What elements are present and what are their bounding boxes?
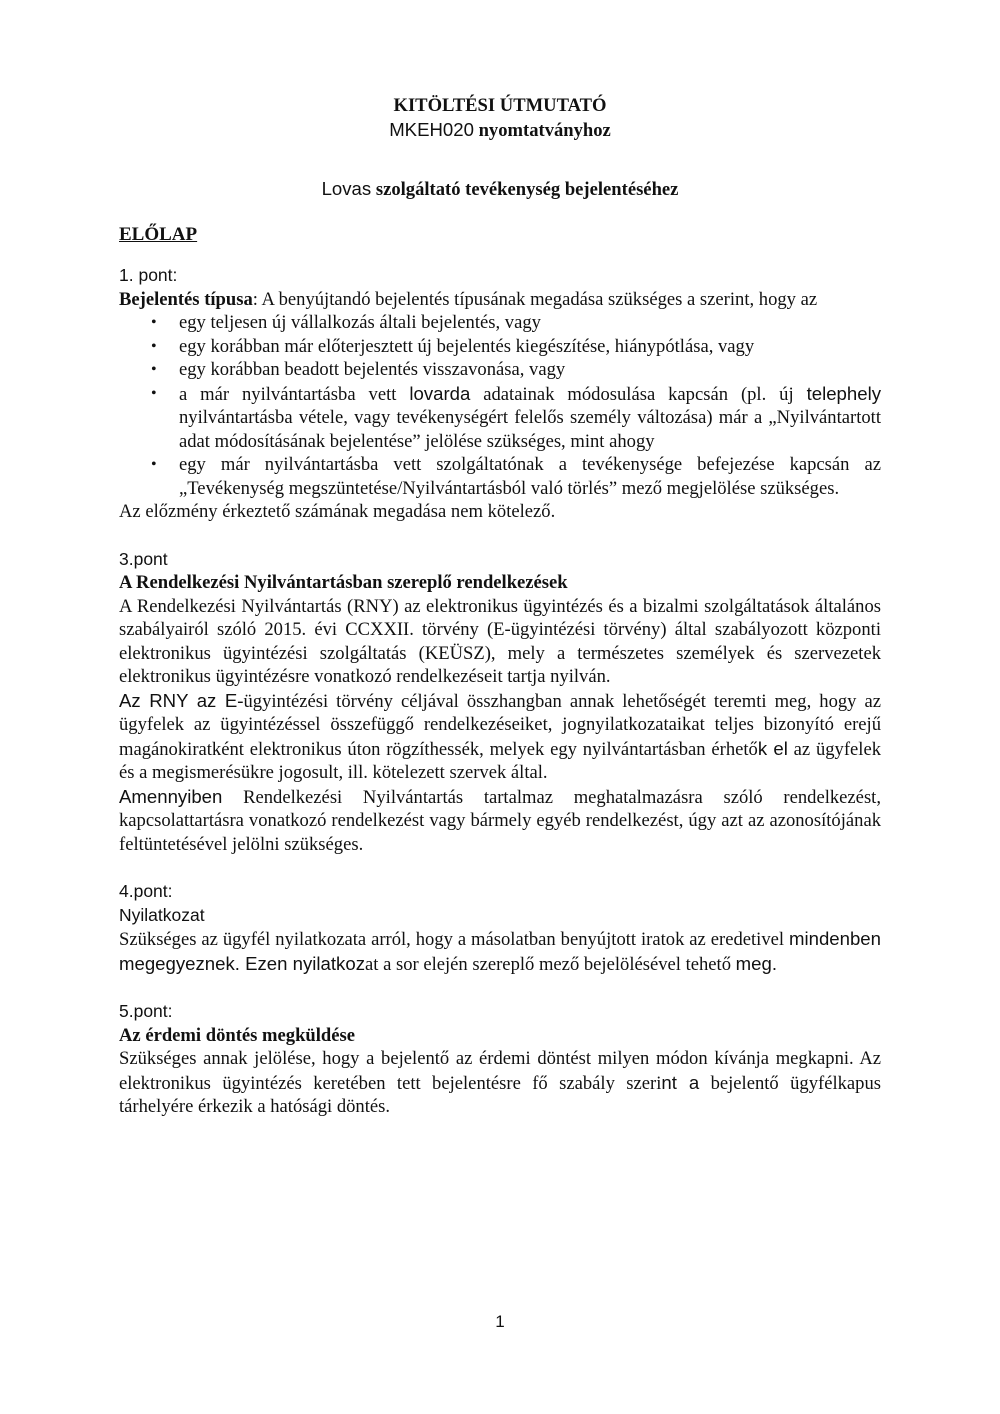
point-3-label: 3.pont: [119, 548, 168, 569]
form-suffix: nyomtatványhoz: [473, 119, 611, 141]
point-5-heading: Az érdemi döntés megküldése: [119, 1024, 356, 1046]
form-code: MKEH020: [389, 118, 474, 140]
section-title-elolap: ELŐLAP: [119, 223, 198, 245]
subject-prefix: Lovas: [321, 178, 372, 199]
list-item: • egy korábban beadott bejelentés visszavonása, vagy: [151, 359, 566, 380]
bullet-icon: •: [151, 314, 157, 331]
point-5-section: [119, 1000, 881, 1119]
point-3-paragraph-3: Amennyiben Rendelkezési Nyilvántartás tartalmaz meghatalmazásra szóló rendelkezést, kapcsolattartásra vonatkozó rendelkezést vagy bármely egyéb rendelkezést, úgy azt az azonosítójának feltüntetésével jelölni szükséges.: [119, 785, 881, 855]
document-subtitle: [119, 118, 881, 143]
list-item: • egy már nyilvántartásba vett szolgáltatónak a tevékenysége befejezése kapcsán az „Tevékenység megszüntetése/Nyilvántartásból való törlés” mező megjelölése szükséges.: [151, 454, 881, 499]
point-5-label: 5.pont:: [119, 1001, 173, 1021]
point-1-label: 1. pont:: [119, 265, 178, 285]
point-1-section: [119, 264, 881, 524]
page-number: 1: [495, 1312, 505, 1331]
point-4-heading: Nyilatkozat: [119, 904, 205, 925]
point-1-bullet-list: [119, 311, 881, 500]
point-1-note: Az előzmény érkeztető számának megadása nem kötelező.: [119, 501, 556, 522]
point-3-paragraph-2: Az RNY az E-ügyintézési törvény céljával összhangban annak lehetőségét teremti meg, hogy az ügyfelek az ügyintézéssel összefüggő rendelkezéseiket, jognyilatkozataikat teljes bizonyító erejű magánokiratként elektronikus úton rögzíthessék, melyek egy nyilvántartásban érhetők el az ügyfelek és a megismerésükre jogosult, ill. kötelezett szervek által.: [119, 689, 881, 783]
point-4-label: 4.pont:: [119, 881, 173, 901]
point-4-section: [119, 880, 881, 976]
point-1-intro-text: : A benyújtandó bejelentés típusának megadása szükséges a szerint, hogy az: [252, 288, 818, 310]
point-1-intro: [119, 288, 881, 312]
bullet-icon: •: [151, 337, 157, 355]
list-item: • egy korábban már előterjesztett új bejelentés kiegészítése, hiánypótlása, vagy: [151, 335, 755, 357]
point-3-section: [119, 548, 881, 857]
point-1-heading: Bejelentés típusa: [119, 288, 253, 310]
subject-rest: szolgáltató tevékenység bejelentéséhez: [371, 179, 679, 200]
list-item: • a már nyilvántartásba vett lovarda adatainak módosulása kapcsán (pl. új telephely nyilvántartásba vétele, vagy tevékenységért felelős személy változása) már a „Nyilvántartott adat módosításának bejelentése” jelölése szükséges, mint ahogy: [151, 382, 881, 452]
bullet-icon: •: [151, 361, 157, 378]
document-title: KITÖLTÉSI ÚTMUTATÓ: [393, 95, 607, 116]
point-3-heading: A Rendelkezési Nyilvántartásban szereplő rendelkezések: [119, 572, 568, 593]
point-5-paragraph: Szükséges annak jelölése, hogy a bejelentő az érdemi döntést milyen módon kívánja megkapni. Az elektronikus ügyintézés keretében tett bejelentésre fő szabály szerint a bejelentő ügyfélkapus tárhelyére érkezik a hatósági döntés.: [119, 1048, 882, 1117]
bullet-icon: •: [151, 456, 157, 473]
document-page: [119, 94, 881, 1119]
point-3-paragraph-1: A Rendelkezési Nyilvántartás (RNY) az elektronikus ügyintézés és a bizalmi szolgáltatások általános szabályairól szóló 2015. évi CCXXII. törvény (E-ügyintézési törvény) által szabályozott központi elektronikus ügyintézési szolgáltatás (KEÜSZ), mely a természetes személyek és szervezetek elektronikus ügyintézésre vonatkozó rendelkezéseit tartja nyilván.: [119, 595, 881, 687]
list-item: • egy teljesen új vállalkozás általi bejelentés, vagy: [151, 312, 541, 333]
document-subject: [119, 177, 881, 202]
bullet-icon: •: [151, 384, 157, 402]
point-4-paragraph: Szükséges az ügyfél nyilatkozata arról, hogy a másolatban benyújtott iratok az eredetivel mindenben megegyeznek. Ezen nyilatkozat a sor elején szereplő mező bejelölésével tehető meg.: [119, 928, 881, 975]
